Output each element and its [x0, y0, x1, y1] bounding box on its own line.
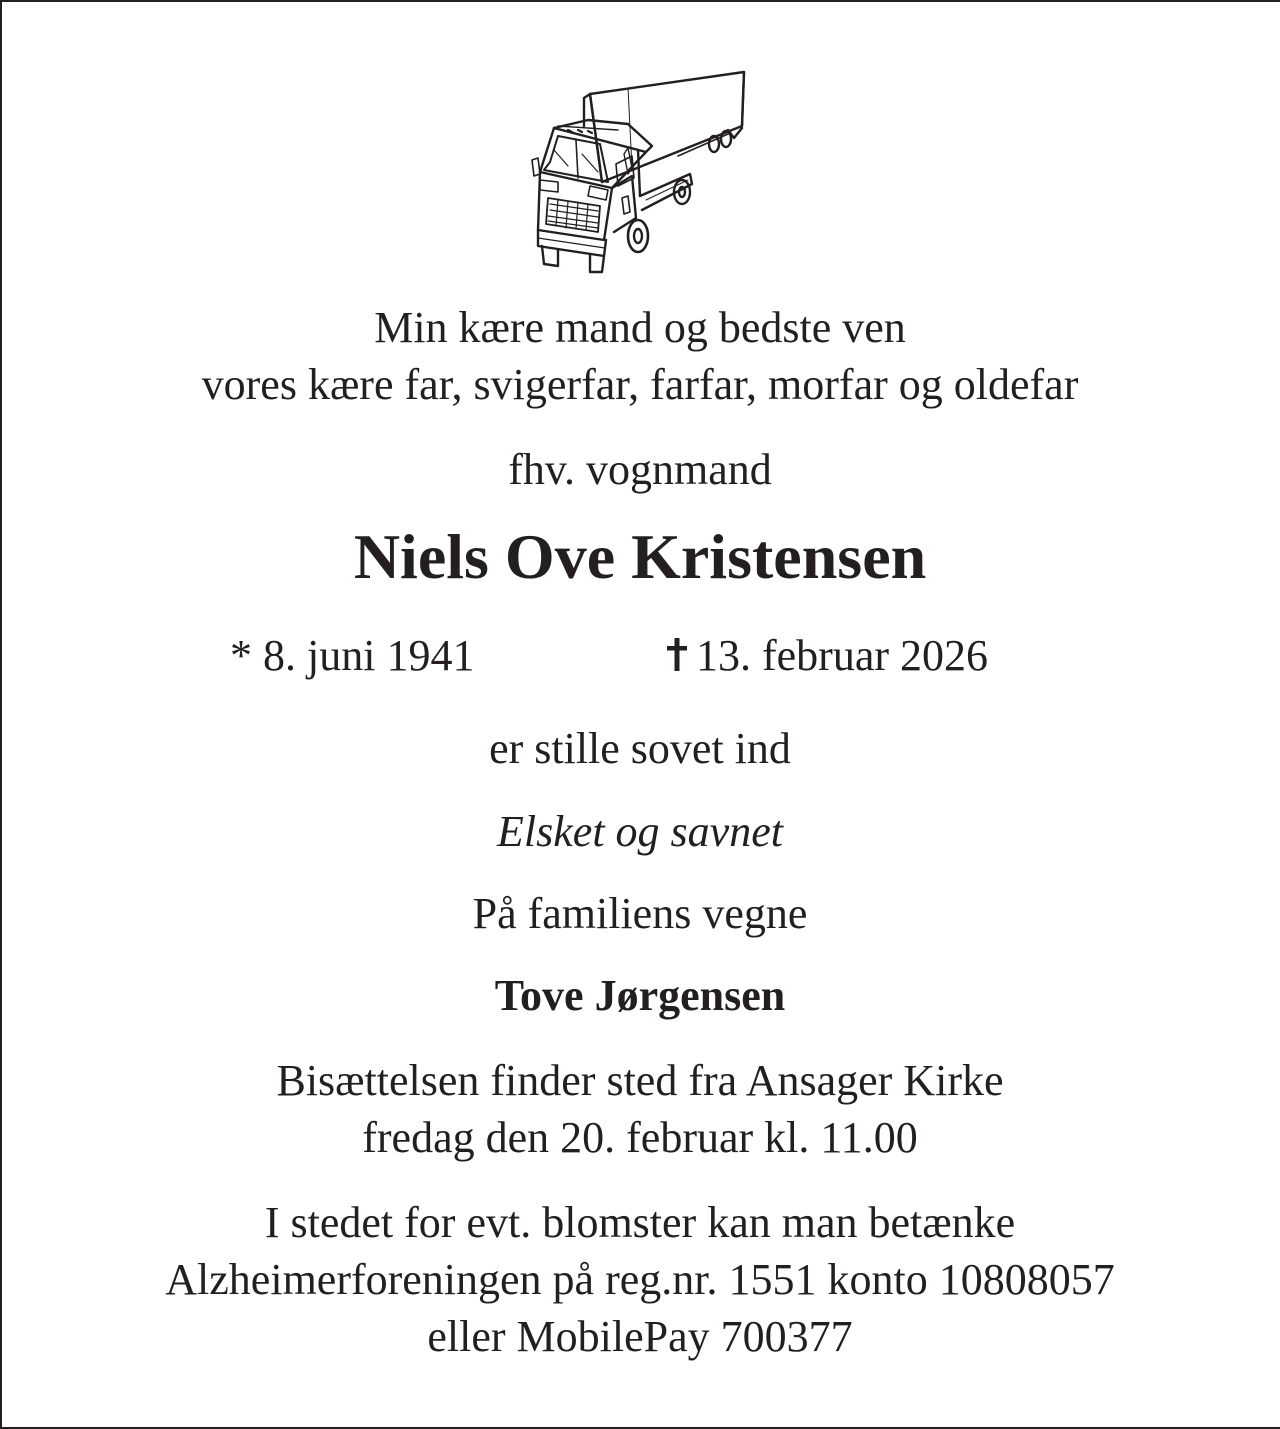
- death-date-group: [664, 631, 989, 680]
- birth-date: * 8. juni 1941: [230, 631, 475, 680]
- occupation: fhv. vognmand: [508, 445, 772, 494]
- signer-name: Tove Jørgensen: [494, 971, 786, 1020]
- donation-line-1: I stedet for evt. blomster kan man betænke: [264, 1198, 1016, 1247]
- life-dates: [0, 631, 1280, 682]
- deceased-name: Niels Ove Kristensen: [353, 521, 927, 592]
- donation-line-3: eller MobilePay 700377: [427, 1312, 853, 1361]
- funeral-line-1: Bisættelsen finder sted fra Ansager Kirke: [276, 1056, 1004, 1105]
- truck-icon: [528, 68, 750, 274]
- on-behalf-line: På familiens vegne: [472, 889, 808, 938]
- cross-icon: [664, 636, 690, 672]
- passing-phrase: er stille sovet ind: [489, 724, 791, 773]
- love-line: Elsket og savnet: [497, 807, 783, 856]
- death-date: 13. februar 2026: [696, 631, 989, 680]
- intro-line-1: Min kære mand og bedste ven: [374, 303, 906, 352]
- intro-line-2: vores kære far, svigerfar, farfar, morfar og oldefar: [201, 360, 1079, 409]
- funeral-line-2: fredag den 20. februar kl. 11.00: [362, 1113, 918, 1162]
- donation-line-2: Alzheimerforeningen på reg.nr. 1551 konto 10808057: [165, 1255, 1115, 1304]
